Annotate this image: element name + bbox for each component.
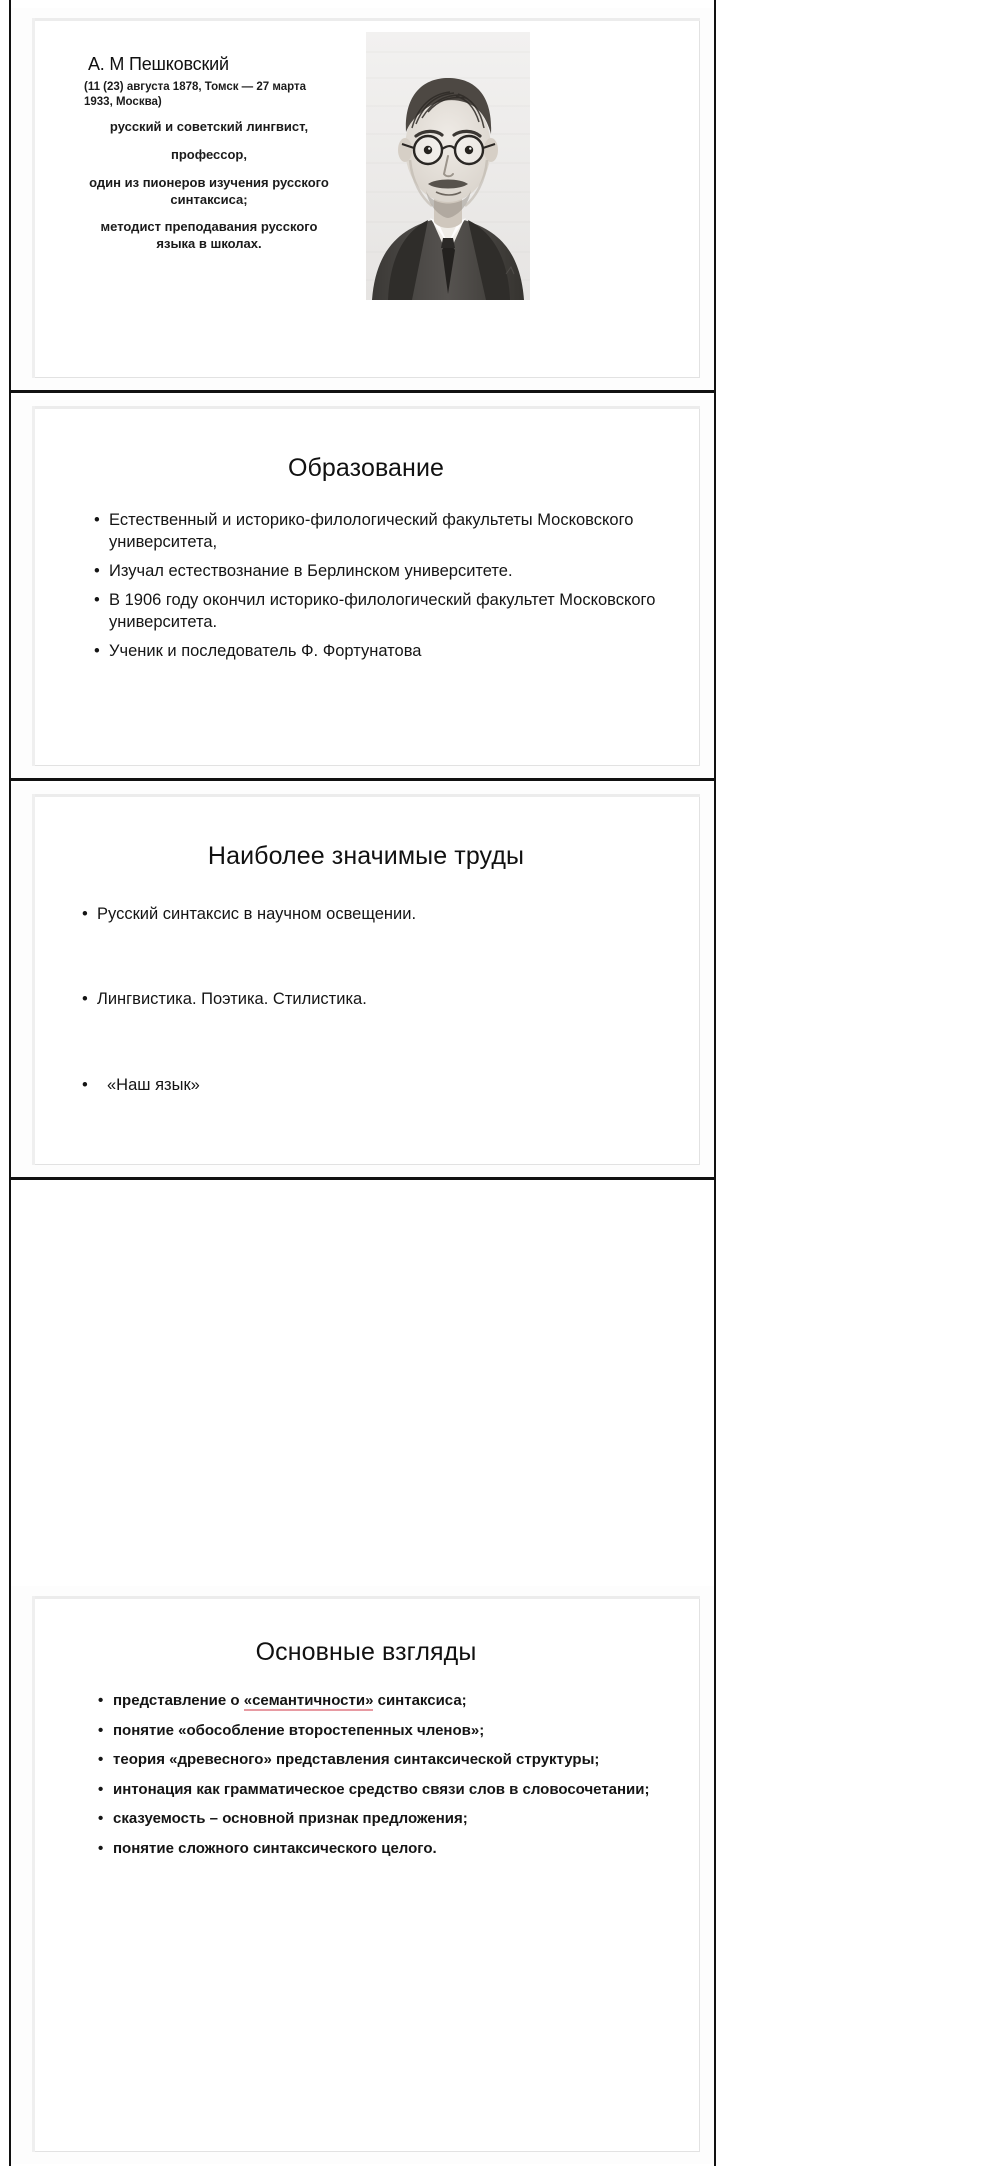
person-role-2: профессор, xyxy=(171,147,247,163)
slide-3[interactable] xyxy=(11,784,714,1180)
slide-2-title: Образование xyxy=(287,454,445,482)
list-item: • Русский синтаксис в научном освещении. xyxy=(80,904,680,925)
slide-1-text-block xyxy=(84,54,334,264)
list-item xyxy=(96,1691,656,1711)
right-gutter xyxy=(716,0,1000,2166)
portrait-illustration xyxy=(366,32,530,300)
person-role-3: один из пионеров изучения русского синтаксиса; xyxy=(89,175,329,208)
list-item: • Лингвистика. Поэтика. Стилистика. xyxy=(80,989,680,1010)
list-item: • понятие сложного синтаксического целого. xyxy=(96,1839,656,1859)
spellcheck-marked-term: «семантичности» xyxy=(243,1692,374,1709)
list-item: • Изучал естествознание в Берлинском университете. xyxy=(92,561,672,583)
page-border-right xyxy=(714,0,716,2166)
list-item: • теория «древесного» представления синтаксической структуры; xyxy=(96,1750,656,1770)
list-item: • сказуемость – основной признак предложения; xyxy=(96,1809,656,1829)
slide-4[interactable] xyxy=(11,1586,714,2164)
list-item: • В 1906 году окончил историко-филологический факультет Московского университета. xyxy=(92,590,672,634)
list-item: • Естественный и историко-филологический факультеты Московского университета, xyxy=(92,510,672,554)
person-name: А. М Пешковский xyxy=(88,54,229,74)
slide-1-canvas xyxy=(32,18,700,378)
person-role-4: методист преподавания русского языка в школах. xyxy=(100,218,318,251)
slide-2[interactable] xyxy=(11,396,714,781)
left-gutter xyxy=(0,0,9,2166)
list-item: • Ученик и последователь Ф. Фортунатова xyxy=(92,641,672,663)
slide-3-canvas xyxy=(32,794,700,1165)
slide-2-canvas xyxy=(32,406,700,766)
list-item: • понятие «обособление второстепенных членов»; xyxy=(96,1721,656,1741)
slide-2-bullet-list xyxy=(92,510,672,670)
slide-4-bullet-list xyxy=(96,1691,656,1868)
slide-3-bullet-list xyxy=(80,904,680,1160)
list-item: • интонация как грамматическое средство связи слов в словосочетании; xyxy=(96,1780,656,1800)
portrait-photo xyxy=(366,32,530,300)
bullet-text-prefix: представление о xyxy=(113,1692,244,1709)
person-dates: (11 (23) августа 1878, Томск — 27 марта 1933, Москва) xyxy=(84,81,306,109)
slide-4-canvas xyxy=(32,1596,700,2152)
person-role-1: русский и советский лингвист, xyxy=(109,119,309,135)
list-item: • «Наш язык» xyxy=(80,1075,680,1096)
bullet-text-suffix: синтаксиса; xyxy=(373,1692,467,1709)
slide-1[interactable] xyxy=(11,8,714,393)
slide-3-title: Наиболее значимые труды xyxy=(207,842,525,870)
slide-4-title: Основные взгляды xyxy=(255,1638,477,1666)
